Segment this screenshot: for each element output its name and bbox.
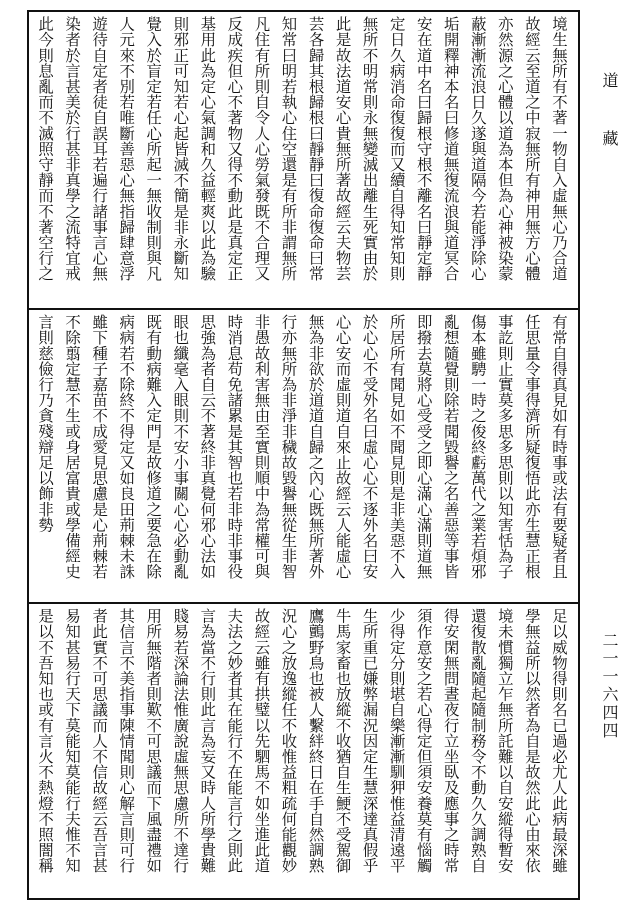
text-column: 有常自得真見如有時事或法有要疑者且 [549,314,568,580]
text-column: 雖下種子嘉苗不成愛見思慮是心荊棘若 [90,314,109,580]
text-column: 病病若不除終不得定又如良田荊棘未誅 [117,314,136,580]
text-column: 賤易若深論法惟廣說虛無思慮所不達行 [171,608,190,874]
text-column: 學無益所以然者為自是故然此心由來依 [522,608,541,874]
text-column: 故經云雖有拱璧以先駟馬不如坐進此道 [252,608,271,874]
text-column: 少得定分則堪自樂漸漸馴狎惟益清遠平 [387,608,406,874]
text-column: 不除翦定慧不生或身居富貴或學備經史 [63,314,82,580]
text-column: 其信言不美指事陳情聞則心解言則可行 [117,608,136,874]
text-column: 亂想隨覺則除若聞毀譽之名善惡等事皆 [441,314,460,580]
text-column: 者此實不可思議而人不信故經云吾言甚 [90,608,109,874]
text-column: 既有動病難入定門是故修道之要急在除 [144,314,163,580]
text-panel-bottom [29,604,578,898]
text-column: 生所重已嫌弊漏況因定生慧深達真假乎 [360,608,379,874]
text-column: 是以不吾知也或有言火不熱燈不照闇稱 [36,608,55,874]
text-column: 此是故法道安心貴無所著故經云夫物芸 [333,16,352,282]
text-column: 言為當不行則此言為妄又時人所學貴難 [198,608,217,874]
collection-title: 道藏 [600,72,619,188]
text-column: 人元來不別若唯斷善惡心無指歸肆意浮 [117,16,136,282]
text-panel-middle [29,310,578,602]
text-column: 用所無階者則歎不可思議而下風盡禮如 [144,608,163,874]
text-column: 無所不明常則永無變滅出離生死實由於 [360,16,379,282]
text-column: 反成疾但心不著物又得不動此是真定正 [225,16,244,282]
text-column: 心心安而虛則道自來止故經云人能虛心 [333,314,352,580]
text-column: 牛馬家畜也放縱不收猶自生鯁不受駕御 [333,608,352,874]
text-column: 況心之放逸縱任不收惟益粗疏何能觀妙 [279,608,298,874]
text-column: 思強為者自云不著終非真覺何邪心法如 [198,314,217,580]
text-column: 染者於言甚美於行甚非真學之流特宜戒 [63,16,82,282]
text-column: 則邪正可知若心起皆滅不簡是非永斷知 [171,16,190,282]
text-column: 覺入於盲定若任心所起一無收制則與凡 [144,16,163,282]
text-column: 事訖則止實莫多思多思則以知害恬為子 [495,314,514,580]
text-column: 眼也纖毫入眼則不安小事關心心必動亂 [171,314,190,580]
text-column: 鷹鸇野鳥也被人繫絆終日在手自然調熟 [306,608,325,874]
text-column: 言則慈儉行乃貪殘辯足以飾非勢 [36,314,55,533]
text-column: 蔽漸漸流浪日久遂與道隔今若能淨除心 [468,16,487,282]
text-column: 所居所有聞見如不聞見則是非美惡不入 [387,314,406,580]
text-column: 須作意安之若心得定但須安養莫有惱觸 [414,608,433,874]
text-column: 定日久病消命復復而又續自得知常知則 [387,16,406,282]
text-column: 時消息苟免諸累是其智也若非時非事役 [225,314,244,580]
text-column: 還復散亂隨起隨制務令不動久久調熟自 [468,608,487,874]
text-column: 夫法之妙者其在能行不在能言行之則此 [225,608,244,874]
text-column: 境生無所有不著一物自入虛無心乃合道 [549,16,568,282]
text-column: 於心心不受外名曰虛心心不逐外名曰安 [360,314,379,580]
text-column: 任思量令事得濟所疑復悟此亦生慧正根 [522,314,541,580]
text-column: 安在道中名曰歸根守根不離名曰靜定靜 [414,16,433,282]
text-column: 境未慣獨立乍無所託難以自安縱得暫安 [495,608,514,874]
text-column: 無為非欲於道道自歸之內心既無所著外 [306,314,325,580]
text-column: 易知甚易行天下莫能知莫能行夫惟不知 [63,608,82,874]
page-number: 二一一六四四 [600,632,619,740]
text-column: 得安閑無問晝夜行立坐臥及應事之時常 [441,608,460,874]
text-column: 遊待自定者徒自誤耳若遍行諸事言心無 [90,16,109,282]
text-panel-top [29,12,578,308]
text-column: 凡住有所則自令人心勞氣發既不合理又 [252,16,271,282]
text-column: 故經云至道之中寂無所有神用無方心體 [522,16,541,282]
text-column: 即撥去莫將心受受之即心滿心滿則道無 [414,314,433,580]
text-column: 亦然源之心體以道為本但為心神被染蒙 [495,16,514,282]
text-column: 非愚故利害無由至實則順中為常權可與 [252,314,271,580]
text-column: 傷本雖騁一時之俊終虧萬代之業若煩邪 [468,314,487,580]
text-column: 垢開釋神本名曰修道無復流浪與道冥合 [441,16,460,282]
text-column: 此今則息亂而不滅照守靜而不著空行之 [36,16,55,282]
text-column: 基用此為定心氣調和久益輕爽以此為驗 [198,16,217,282]
page-frame [27,10,580,900]
text-column: 芸各歸其根歸根曰靜靜曰復命復命曰常 [306,16,325,282]
text-column: 足以威物得則名已過必尤人此病最深雖 [549,608,568,874]
text-column: 行亦無所為非淨非穢故毀譽無從生非智 [279,314,298,580]
text-column: 知常曰明若執心住空還是有所非謂無所 [279,16,298,282]
